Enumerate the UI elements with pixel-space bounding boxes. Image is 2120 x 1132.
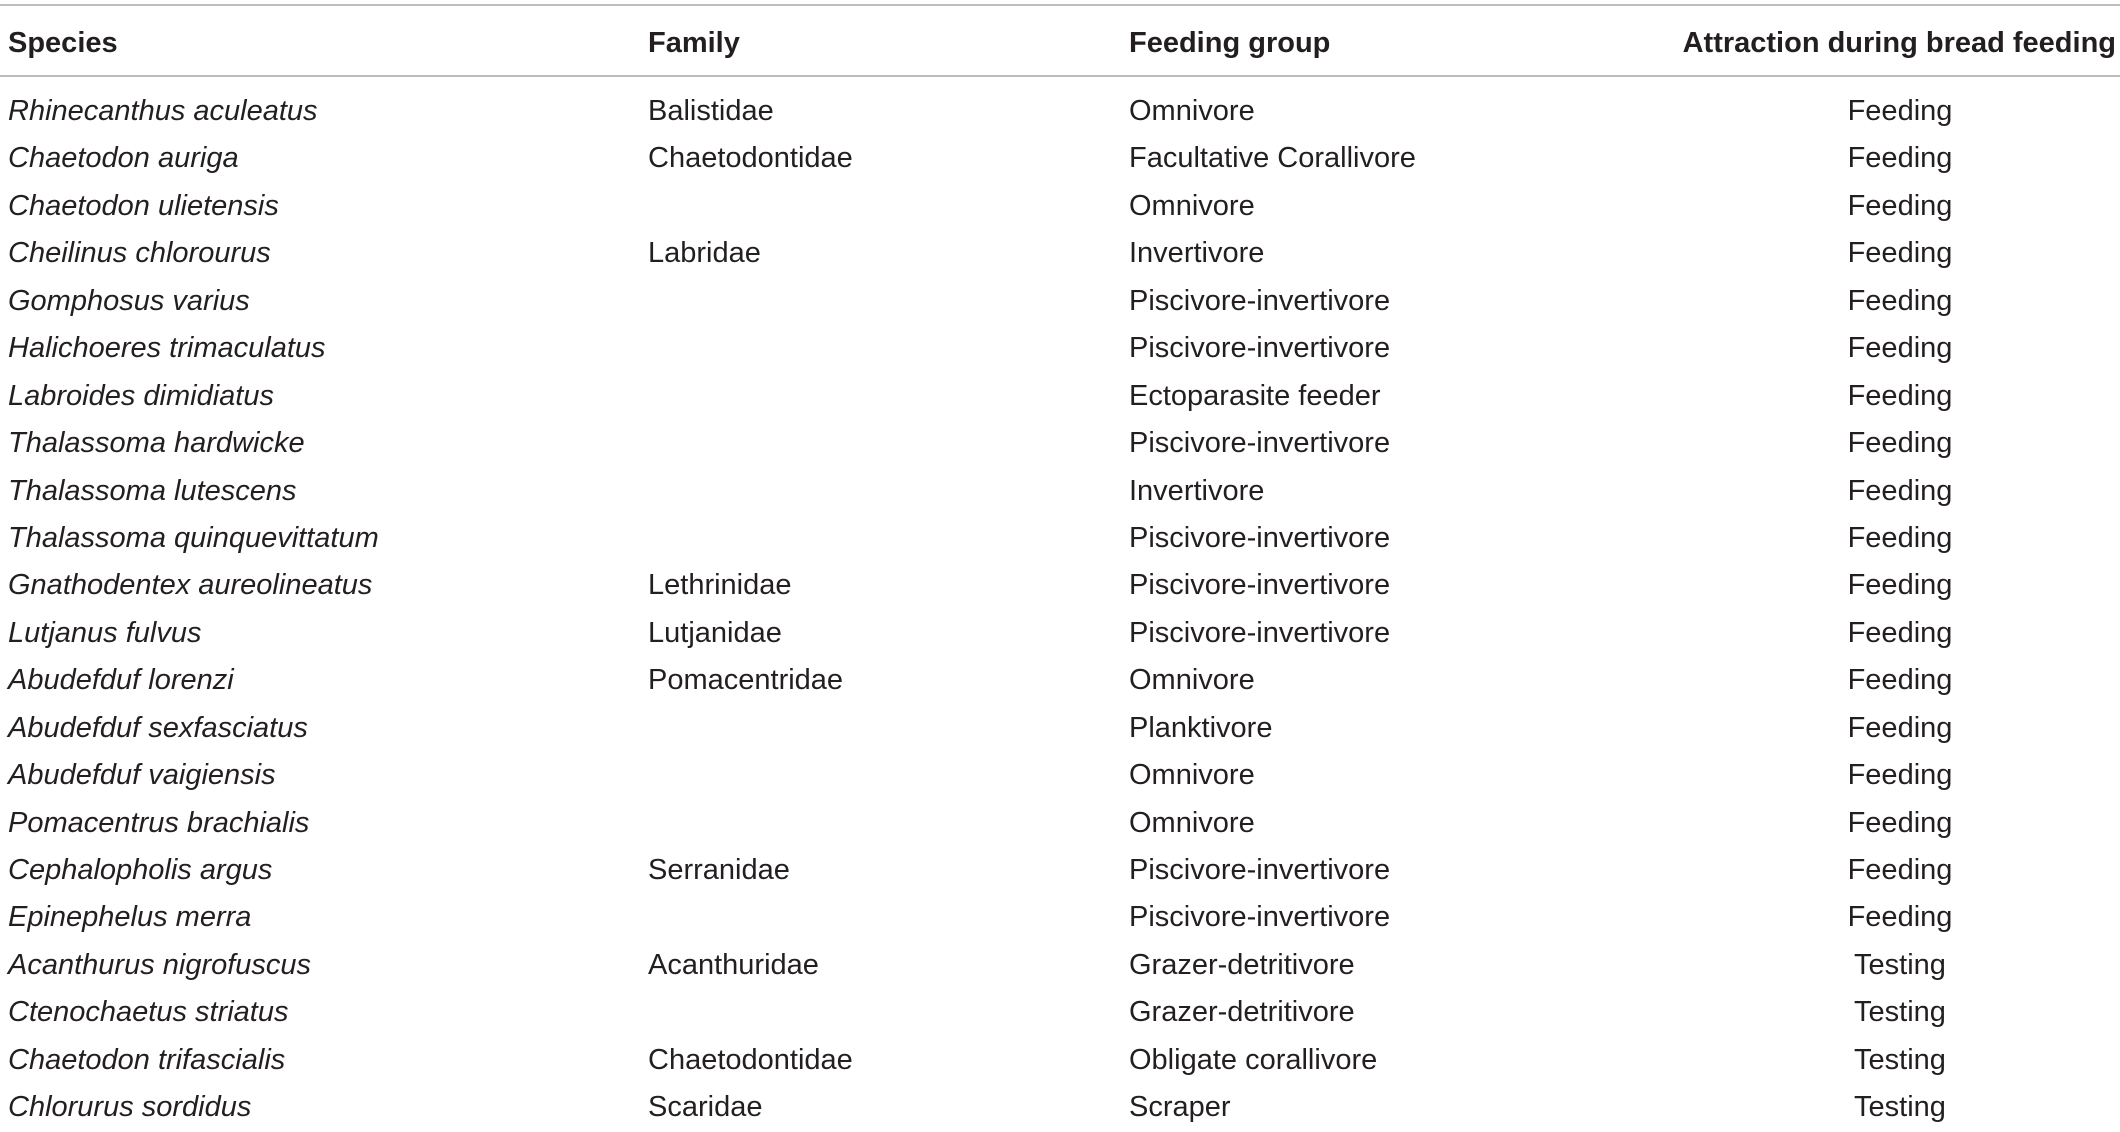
table-row xyxy=(0,610,2120,657)
cell-feeding-group: Grazer-detritivore xyxy=(1129,996,1355,1029)
cell-attraction: Feeding xyxy=(1847,759,1953,792)
cell-feeding-group: Obligate corallivore xyxy=(1129,1043,1378,1076)
table-row xyxy=(0,989,2120,1036)
table-row xyxy=(0,135,2120,182)
cell-attraction: Feeding xyxy=(1847,95,1953,127)
table-row xyxy=(0,705,2120,752)
table-row xyxy=(0,373,2120,420)
header-attraction: Attraction during bread feeding xyxy=(1682,27,2116,59)
cell-species: Gnathodentex aureolineatus xyxy=(8,569,373,602)
table-row xyxy=(0,278,2120,325)
cell-family: Chaetodontidae xyxy=(648,142,853,175)
table-header-rule xyxy=(0,75,2120,77)
cell-species: Labroides dimidiatus xyxy=(8,379,274,412)
cell-species: Chaetodon trifascialis xyxy=(8,1043,286,1076)
cell-feeding-group: Facultative Corallivore xyxy=(1129,142,1416,175)
cell-feeding-group: Omnivore xyxy=(1129,189,1255,222)
table-row xyxy=(0,1037,2120,1084)
table-row xyxy=(0,183,2120,230)
cell-family: Serranidae xyxy=(648,854,790,886)
header-feeding-group: Feeding group xyxy=(1129,27,1331,59)
cell-attraction: Feeding xyxy=(1847,664,1953,697)
cell-feeding-group: Omnivore xyxy=(1129,806,1255,839)
cell-attraction: Feeding xyxy=(1847,189,1953,222)
cell-species: Gomphosus varius xyxy=(8,284,250,317)
cell-species: Abudefduf lorenzi xyxy=(8,664,234,697)
cell-feeding-group: Piscivore-invertivore xyxy=(1129,521,1391,554)
cell-species: Halichoeres trimaculatus xyxy=(8,332,326,365)
table-row xyxy=(0,325,2120,372)
cell-feeding-group: Piscivore-invertivore xyxy=(1129,284,1391,317)
table-row xyxy=(0,894,2120,941)
cell-attraction: Feeding xyxy=(1847,379,1953,412)
table-row xyxy=(0,1084,2120,1131)
cell-attraction: Feeding xyxy=(1847,474,1953,507)
table-top-rule xyxy=(0,4,2120,6)
cell-attraction: Feeding xyxy=(1847,521,1953,554)
cell-family: Chaetodontidae xyxy=(648,1043,853,1076)
cell-species: Chlorurus sordidus xyxy=(8,1091,252,1124)
table-row xyxy=(0,752,2120,799)
cell-family: Lethrinidae xyxy=(648,569,792,602)
table-row xyxy=(0,800,2120,847)
cell-species: Cheilinus chlorourus xyxy=(8,237,271,270)
cell-species: Thalassoma hardwicke xyxy=(8,427,305,460)
cell-attraction: Feeding xyxy=(1847,332,1953,365)
table-row xyxy=(0,420,2120,467)
cell-feeding-group: Invertivore xyxy=(1129,474,1265,507)
cell-species: Ctenochaetus striatus xyxy=(8,996,289,1029)
table-row xyxy=(0,847,2120,894)
table-header-row xyxy=(0,16,2120,70)
cell-attraction: Feeding xyxy=(1847,569,1953,602)
cell-attraction: Feeding xyxy=(1847,284,1953,317)
header-species: Species xyxy=(8,27,118,59)
cell-family: Acanthuridae xyxy=(648,948,819,981)
table-row xyxy=(0,88,2120,135)
cell-attraction: Feeding xyxy=(1847,237,1953,270)
cell-feeding-group: Invertivore xyxy=(1129,237,1265,270)
cell-feeding-group: Planktivore xyxy=(1129,711,1273,744)
cell-attraction: Testing xyxy=(1854,996,1946,1029)
cell-attraction: Feeding xyxy=(1847,427,1953,460)
cell-family: Labridae xyxy=(648,237,761,270)
cell-attraction: Feeding xyxy=(1847,806,1953,839)
cell-species: Thalassoma lutescens xyxy=(8,474,297,507)
cell-feeding-group: Piscivore-invertivore xyxy=(1129,616,1391,649)
cell-attraction: Testing xyxy=(1854,1091,1946,1124)
table-row xyxy=(0,562,2120,609)
cell-species: Thalassoma quinquevittatum xyxy=(8,521,379,554)
cell-feeding-group: Piscivore-invertivore xyxy=(1129,901,1391,934)
cell-species: Chaetodon ulietensis xyxy=(8,189,279,222)
cell-feeding-group: Piscivore-invertivore xyxy=(1129,427,1391,460)
cell-attraction: Testing xyxy=(1854,1043,1946,1076)
cell-species: Abudefduf vaigiensis xyxy=(8,759,276,792)
cell-attraction: Feeding xyxy=(1847,142,1953,175)
cell-feeding-group: Omnivore xyxy=(1129,95,1255,127)
table-row xyxy=(0,468,2120,515)
table-body xyxy=(0,88,2120,1132)
cell-species: Abudefduf sexfasciatus xyxy=(8,711,308,744)
cell-family: Balistidae xyxy=(648,95,774,127)
cell-species: Epinephelus merra xyxy=(8,901,252,934)
cell-attraction: Testing xyxy=(1854,948,1946,981)
cell-species: Chaetodon auriga xyxy=(8,142,239,175)
table-row xyxy=(0,657,2120,704)
cell-feeding-group: Ectoparasite feeder xyxy=(1129,379,1381,412)
cell-feeding-group: Scraper xyxy=(1129,1091,1231,1124)
cell-feeding-group: Piscivore-invertivore xyxy=(1129,854,1391,886)
cell-feeding-group: Piscivore-invertivore xyxy=(1129,569,1391,602)
table-row xyxy=(0,942,2120,989)
header-family: Family xyxy=(648,27,740,59)
cell-species: Pomacentrus brachialis xyxy=(8,806,310,839)
cell-species: Rhinecanthus aculeatus xyxy=(8,95,318,127)
table-row xyxy=(0,515,2120,562)
cell-feeding-group: Piscivore-invertivore xyxy=(1129,332,1391,365)
cell-feeding-group: Grazer-detritivore xyxy=(1129,948,1355,981)
cell-family: Pomacentridae xyxy=(648,664,844,697)
cell-family: Lutjanidae xyxy=(648,616,782,649)
cell-attraction: Feeding xyxy=(1847,854,1953,886)
cell-attraction: Feeding xyxy=(1847,901,1953,934)
cell-species: Cephalopholis argus xyxy=(8,854,273,886)
cell-species: Lutjanus fulvus xyxy=(8,616,202,649)
cell-attraction: Feeding xyxy=(1847,711,1953,744)
cell-feeding-group: Omnivore xyxy=(1129,759,1255,792)
cell-family: Scaridae xyxy=(648,1091,763,1124)
cell-feeding-group: Omnivore xyxy=(1129,664,1255,697)
cell-attraction: Feeding xyxy=(1847,616,1953,649)
table-row xyxy=(0,230,2120,277)
cell-species: Acanthurus nigrofuscus xyxy=(8,948,312,981)
